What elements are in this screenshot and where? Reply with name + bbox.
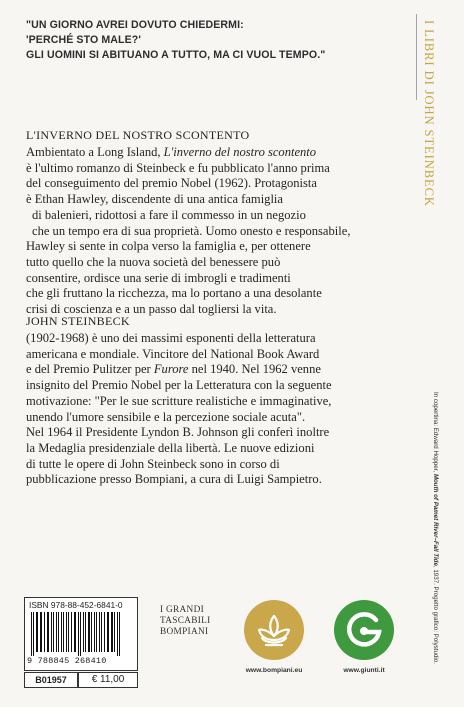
credits-prefix: In copertina: Edward Hopper, <box>432 392 439 474</box>
author-line <box>26 362 406 378</box>
barcode-bar <box>101 612 102 652</box>
book-line: tutto quello che la nuova società del benessere può <box>26 254 281 269</box>
barcode-bar <box>96 612 97 652</box>
barcode-bar <box>58 612 59 652</box>
quote-line-1: "UN GIORNO AVREI DOVUTO CHIEDERMI: <box>26 19 244 31</box>
giunti-url: www.giunti.it <box>343 667 385 674</box>
book-description <box>26 145 406 318</box>
bompiani-logo <box>244 600 304 660</box>
barcode-bar <box>111 612 113 652</box>
barcode-bar <box>44 612 45 652</box>
book-line: di balenieri, ridottosi a fare il commesso in un negozio <box>32 207 306 222</box>
giunti-logo <box>334 600 394 660</box>
barcode-bar <box>107 612 109 652</box>
barcode-bar <box>71 612 72 652</box>
novel-title-italic: Furore <box>153 362 189 377</box>
barcode-bar <box>56 612 57 652</box>
author-line: di tutte le opere di John Steinbeck sono in corso di <box>26 456 280 471</box>
series-divider-top <box>416 14 417 100</box>
isbn-label: ISBN 978-88-452-6841-0 <box>29 600 123 610</box>
book-line: del conseguimento del premio Nobel (1962). Protagonista <box>26 176 317 191</box>
barcode-bar <box>74 612 76 652</box>
quote-line-3: GLI UOMINI SI ABITUANO A TUTTO, MA CI VUOL TEMPO." <box>26 49 326 61</box>
barcode-bar <box>78 612 79 656</box>
barcode-bar <box>80 612 81 656</box>
barcode-panel <box>24 597 138 671</box>
book-line: è Ethan Hawley, discendente di una antica famiglia <box>26 192 283 207</box>
barcode-bar <box>99 612 100 652</box>
author-line: unendo l'umore sensibile e la percezione sociale acuta". <box>26 409 306 424</box>
book-line-0: Ambientato a Long Island, L'inverno del nostro scontento <box>26 145 317 159</box>
barcode-bar <box>88 612 90 652</box>
book-line: crisi di coscienza e a un passo dal togliersi la vita. <box>26 302 277 317</box>
author-line: pubblicazione presso Bompiani, a cura di Luigi Sampietro. <box>26 472 322 487</box>
book-title-italic: L'inverno del nostro scontento <box>163 145 317 159</box>
credits-artwork: Mouth of Pamet River–Fall Tide <box>432 473 439 566</box>
author-name: JOHN STEINBECK <box>26 314 130 328</box>
collection-label <box>160 605 216 638</box>
barcode-bar <box>104 612 105 652</box>
barcode-bar <box>85 612 86 652</box>
lotus-icon <box>244 600 304 660</box>
book-line: consentire, ordisce una serie di imbrogli e tradimenti <box>26 270 291 285</box>
book-line: che un tempo era di sua proprietà. Uomo onesto e responsabile, <box>32 223 351 238</box>
barcode-bar <box>114 612 115 652</box>
price-tag: € 11,00 <box>78 672 138 688</box>
cover-quote <box>26 18 396 63</box>
author-line: (1902-1968) è uno dei massimi esponenti della letteratura <box>26 331 316 345</box>
author-line: americana e mondiale. Vincitore del National Book Award <box>26 346 320 361</box>
barcode-bar <box>40 612 42 652</box>
barcode-bar <box>61 612 62 652</box>
barcode-bar <box>119 612 120 656</box>
swirl-icon <box>334 600 394 660</box>
product-code: B01957 <box>24 672 78 688</box>
collection-line-2: TASCABILI <box>160 616 211 626</box>
book-line: Hawley si sente in colpa verso la famiglia e, per ottenere <box>26 239 311 254</box>
barcode-bar <box>68 612 69 652</box>
barcode-bar <box>63 612 64 652</box>
quote-line-2: 'PERCHÉ STO MALE?' <box>26 34 141 46</box>
author-line: la Medaglia presidenziale della libertà. Le nuove edizioni <box>26 440 315 455</box>
author-line: insignito del Premio Nobel per la Letteratura con la seguente <box>26 378 332 393</box>
book-title: L'INVERNO DEL NOSTRO SCONTENTO <box>26 128 250 142</box>
barcode-bar <box>117 612 118 656</box>
book-line <box>26 145 406 161</box>
author-line-2: e del Premio Pulitzer per Furore nel 1940. Nel 1962 venne <box>26 362 321 377</box>
barcode-bar <box>91 612 92 652</box>
barcode-bar <box>31 612 32 656</box>
author-line: motivazione: "Per le sue scritture realistiche e immaginative, <box>26 393 332 408</box>
cover-credits <box>432 392 439 664</box>
author-bio <box>26 331 406 488</box>
barcode-bar <box>66 612 67 652</box>
book-line: che gli fruttano la ricchezza, ma lo portano a una desolante <box>26 286 322 301</box>
series-label: I LIBRI DI JOHN STEINBECK <box>422 20 436 207</box>
collection-line-3: BOMPIANI <box>160 627 209 637</box>
barcode-bar <box>36 612 38 652</box>
barcode-bar <box>53 612 54 652</box>
barcode-bar <box>94 612 95 652</box>
collection-line-1: I GRANDI <box>160 605 204 615</box>
barcode-digits: 9 788845 268410 <box>27 656 107 666</box>
credits-design: , 1937. Progetto grafico: Polystudio. <box>432 565 439 664</box>
bompiani-url: www.bompiani.eu <box>245 667 303 674</box>
barcode-bar <box>33 612 34 656</box>
author-line: Nel 1964 il Presidente Lyndon B. Johnson gli conferì inoltre <box>26 425 330 440</box>
barcode-bar <box>47 612 49 652</box>
barcode-image <box>29 612 133 656</box>
barcode-bar <box>83 612 84 652</box>
book-line: è l'ultimo romanzo di Steinbeck e fu pubblicato l'anno prima <box>26 160 330 175</box>
barcode-bar <box>51 612 52 652</box>
